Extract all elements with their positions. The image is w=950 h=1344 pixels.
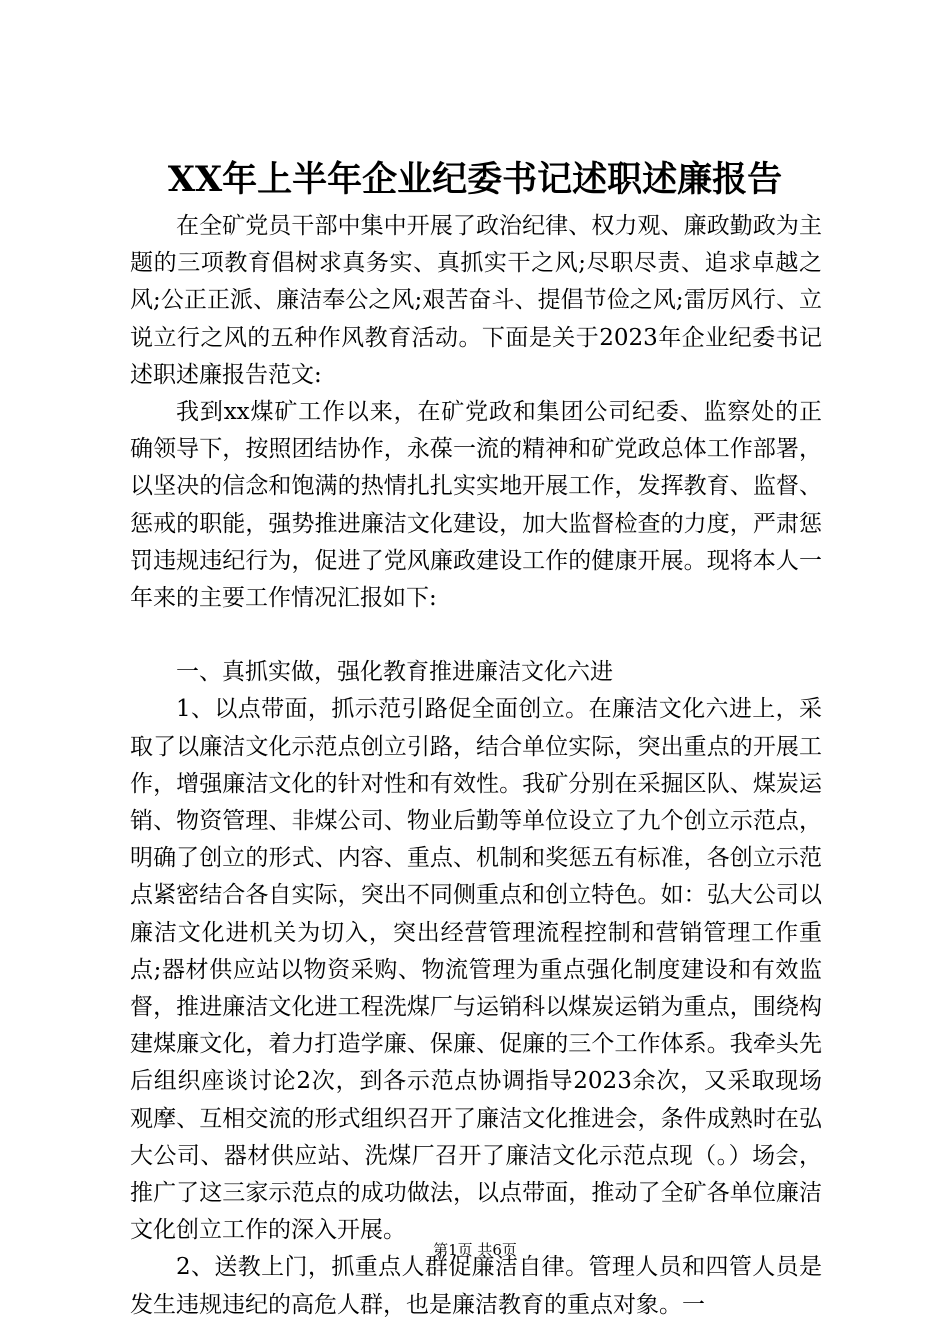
paragraph-item-1: 1、以点带面，抓示范引路促全面创立。在廉洁文化六进上，采取了以廉洁文化示范点创立引路，结合单位实际，突出重点的开展工作，增强廉洁文化的针对性和有效性。我矿分别在采掘区队、煤炭运销、物资管理、非煤公司、物业后勤等单位设立了九个创立示范点，明确了创立的形式、内容、重点、机制和奖惩五有标准，各创立示范点紧密结合各自实际，突出不同侧重点和创立特色。如：弘大公司以廉洁文化进机关为切入，突出经营管理流程控制和营销管理工作重点;器材供应站以物资采购、物流管理为重点强化制度建设和有效监督，推进廉洁文化进工程洗煤厂与运销科以煤炭运销为重点，围绕构建煤廉文化，着力打造学廉、保廉、促廉的三个工作体系。我牵头先后组织座谈讨论2次，到各示范点协调指导2023余次，又采取现场观摩、互相交流的形式组织召开了廉洁文化推进会，条件成熟时在弘大公司、器材供应站、洗煤厂召开了廉洁文化示范点现（。）场会，推广了这三家示范点的成功做法，以点带面，推动了全矿各单位廉洁文化创立工作的深入开展。 xyxy=(130,696,822,1244)
paragraph-opening: 我到xx煤矿工作以来，在矿党政和集团公司纪委、监察处的正确领导下，按照团结协作，永葆一流的精神和矿党政总体工作部署，以坚决的信念和饱满的热情扎扎实实地开展工作，发挥教育、监督、惩戒的职能，强势推进廉洁文化建设，加大监督检查的力度，严肃惩罚违规违纪行为，促进了党风廉政建设工作的健康开展。现将本人一年来的主要工作情况汇报如下: xyxy=(130,399,822,612)
paragraph-spacer xyxy=(130,617,822,654)
section-heading: 一、真抓实做，强化教育推进廉洁文化六进 xyxy=(176,659,613,686)
paragraph-item-2: 2、送教上门，抓重点人群促廉洁自律。管理人员和四管人员是发生违规违纪的高危人群，也是廉洁教育的重点对象。一 xyxy=(130,1254,822,1318)
document-body xyxy=(130,208,822,1324)
page-number-footer: 第1页 共6页 xyxy=(433,1241,517,1259)
document-title: XX年上半年企业纪委书记述职述廉报告 xyxy=(167,159,783,200)
paragraph-intro: 在全矿党员干部中集中开展了政治纪律、权力观、廉政勤政为主题的三项教育倡树求真务实、真抓实干之风;尽职尽责、追求卓越之风;公正正派、廉洁奉公之风;艰苦奋斗、提倡节俭之风;雷厉风行、立说立行之风的五种作风教育活动。下面是关于2023年企业纪委书记述职述廉报告范文: xyxy=(130,213,822,388)
